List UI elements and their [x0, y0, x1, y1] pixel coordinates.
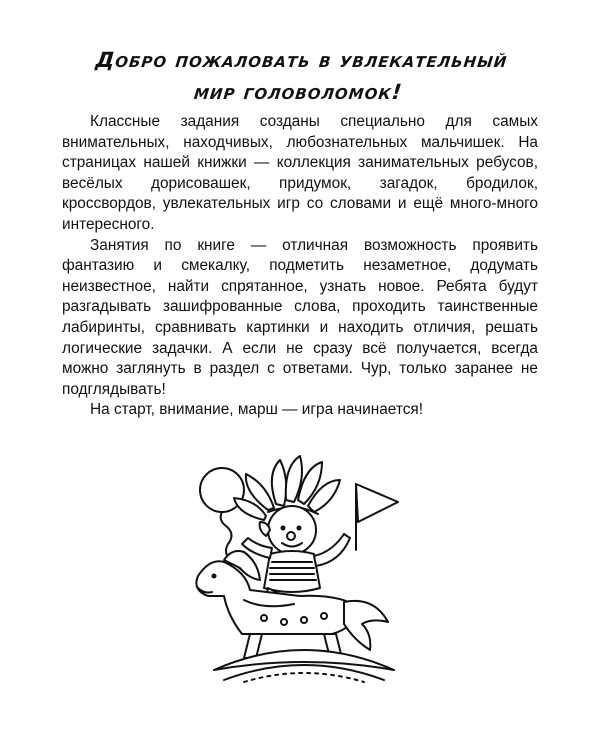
boy-on-rocking-horse-illustration	[184, 450, 424, 720]
flag-icon	[356, 484, 398, 550]
title-line-1: Добро пожаловать в увлекательный	[94, 48, 509, 72]
intro-text	[62, 112, 538, 421]
title-line-2: мир головоломок!	[192, 80, 404, 104]
paragraph-2: Занятия по книге — отличная возможность проявить фантазию и смекалку, подметить незаметное, додумать неизвестное, найти спрятанное, узнать новое. Ребята будут разгадывать зашифрованные слова, проходить таинственные лабиринты, сравнивать картинки и находить отличия, решать логические задачки. А если не сразу всё получается, всегда можно заглянуть в раздел с ответами. Чур, только заранее не подглядывать!	[62, 236, 538, 398]
paragraph-3: На старт, внимание, марш — игра начинается!	[90, 401, 424, 419]
paragraph-1: Классные задания созданы специально для самых внимательных, находчивых, любознательных мальчишек. На страницах нашей книжки — коллекция занимательных ребусов, весёлых дорисовашек, придумок, загадок, бродилок, кроссвордов, увлекательных игр со словами и ещё много-много интересного.	[62, 113, 538, 233]
page-title	[37, 44, 564, 108]
